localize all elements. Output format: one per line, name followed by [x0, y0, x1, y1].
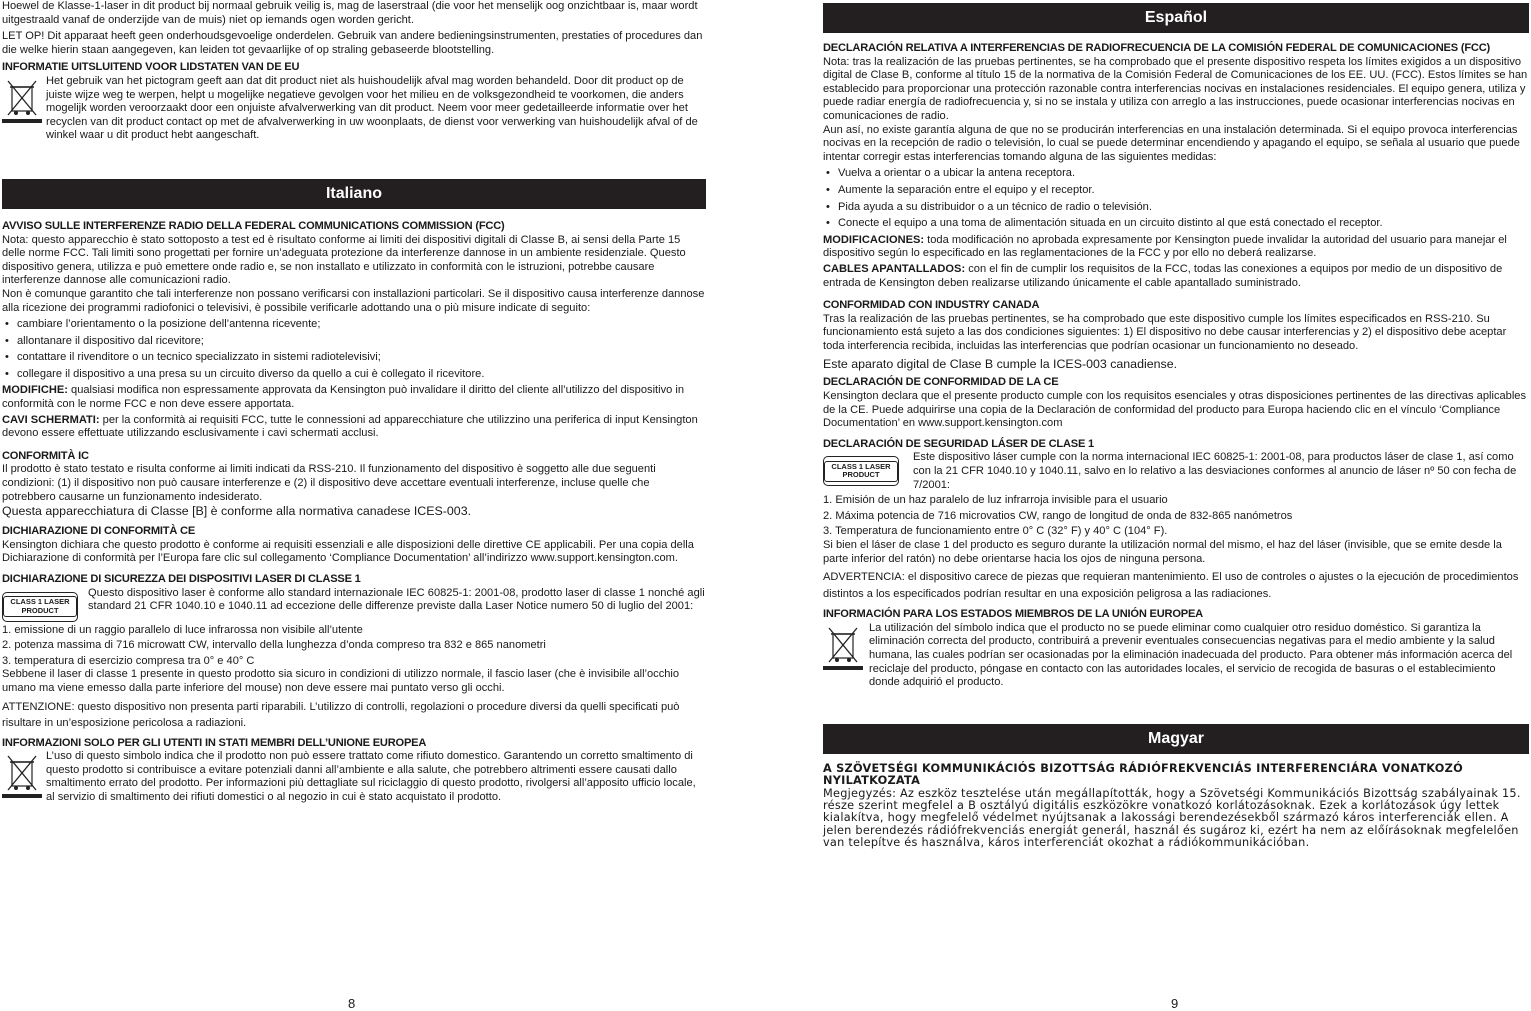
- ce-text: Kensington declara que el presente producto cumple con los requisitos esenciales y otras disposiciones pertinentes de las directivas aplicables de la CE. Puede adquirirse una copia de la Declaración de conformidad del producto para Europa haciendo clic en el vínculo ‘Compliance Documentation’ en www.support.kensington.com: [823, 390, 1527, 430]
- wheelie-bin-icon: [2, 750, 46, 805]
- cables-text: con el fin de cumplir los requisitos de la FCC, todas las conexiones a equipos por medio de un dispositivo de entrada de Kensington deben realizarse utilizando únicamente el cable apantallado suministrado.: [823, 262, 1503, 289]
- ic-text: Tras la realización de las pruebas pertinentes, se ha comprobado que este dispositivo cumple los límites especificados en RSS-210. Su funcionamiento está sujeto a las dos condiciones siguientes: 1) El dispositivo no debe causar interferencias y 2) el dispositivo debe aceptar toda interferencia recibida, incluidas las interferencias que podrían ocasionar un funcionamiento no deseado.: [823, 312, 1507, 352]
- modifications-paragraph: [2, 384, 706, 411]
- laser-warning: Sebbene il laser di classe 1 presente in questo prodotto sia sicuro in condizioni di utilizzo normale, il fascio laser (che è invisibile all’occhio umano ma viene emesso dalla parte inferiore del mouse) non deve essere mai puntato verso gli occhi.: [2, 668, 680, 694]
- section-title-espanol: Español: [823, 3, 1529, 33]
- eu-block: [823, 622, 1529, 690]
- list-item: • collegare il dispositivo a una presa su un circuito diverso da quello a cui è collegato il ricevitore.: [2, 368, 706, 382]
- wheelie-bin-icon: [2, 75, 46, 130]
- laser-text: Questo dispositivo laser è conforme allo standard internazionale IEC 60825-1: 2001-08, prodotto laser di classe 1 nonché agli standard 21 CFR 1040.10 e 1040.11 ad eccezione delle differenze previste dalla Laser Notice numero 50 di luglio del 2001:: [88, 586, 705, 613]
- laser-heading: DECLARACIÓN DE SEGURIDAD LÁSER DE CLASE 1: [823, 437, 1095, 450]
- list-item: • Pida ayuda a su distribuidor o a un técnico de radio o televisión.: [823, 201, 1529, 215]
- advertencia-paragraph: ADVERTENCIA: el dispositivo carece de piezas que requieran mantenimiento. El uso de controles o ajustes o la ejecución de procedimientos distintos a los especificados podrían resultar en una exposición peligrosa a las radiaciones.: [823, 571, 1519, 601]
- list-item: • allontanare il dispositivo dal ricevitore;: [2, 335, 706, 349]
- modifications-label: MODIFICACIONES:: [823, 233, 925, 246]
- laser-list-item: 2. Máxima potencia de 716 microvatios CW, rango de longitud de onda de 832-865 nanómetros: [823, 509, 1293, 522]
- right-page: [823, 0, 1529, 850]
- wheelie-bin-icon: [823, 622, 869, 677]
- ic-text: Il prodotto è stato testato e risulta conforme ai limiti indicati da RSS-210. Il funzionamento del dispositivo è soggetto alle due seguenti condizioni: (1) il dispositivo non può causare interferenze e (2) il dispositivo deve accettare eventuali interferenze, incluse quelle che potrebbero causarne un funzionamento indesiderato.: [2, 463, 656, 503]
- hu-fcc-heading: A SZÖVETSÉGI KOMMUNIKÁCIÓS BIZOTTSÁG RÁDIÓFREKVENCIÁS INTERFERENCIÁRA VONATKOZÓ NYILATKOZATA: [823, 761, 1463, 788]
- ic-heading: CONFORMITÀ IC: [2, 449, 89, 462]
- laser-list-item: 1. Emisión de un haz paralelo de luz infrarroja invisible para el usuario: [823, 494, 1168, 507]
- laser-list-item: 2. potenza massima di 716 microwatt CW, intervallo della lunghezza d’onda compreso tra 832 e 865 nanometri: [2, 639, 546, 652]
- left-page: [2, 0, 706, 805]
- eu-text: L’uso di questo simbolo indica che il prodotto non può essere trattato come rifiuto domestico. Garantendo un corretto smaltimento di questo prodotto si contribuisce a evitare potenziali danni all’ambiente e alla salute, che potrebbero altrimenti essere causati dallo smaltimento errato del prodotto. Per informazioni più dettagliate sul riciclaggio di questo prodotto, rivolgersi all’apposito ufficio locale, al servizio di smaltimento dei rifiuti domestici o al negozio in cui è stato acquistato il prodotto.: [46, 750, 696, 803]
- ices-statement: Questa apparecchiatura di Classe [B] è conforme alla normativa canadese ICES-003.: [2, 504, 472, 519]
- fcc-measures-list: [823, 167, 1529, 230]
- modifications-text: qualsiasi modifica non espressamente approvata da Kensington può invalidare il diritto del cliente all’utilizzo del dispositivo in conformità con le norme FCC e non deve essere apportata.: [2, 384, 685, 411]
- laser-class-label: [823, 451, 913, 486]
- fcc-note-2: Non è comunque garantito che tali interferenze non possano verificarsi con installazioni particolari. Se il dispositivo causa interferenze dannose alla ricezione dei programmi radiofonici o televisivi, è possibile verificarle adottando una o più misure indicate di seguito:: [2, 287, 705, 314]
- eu-heading: INFORMACIÓN PARA LOS ESTADOS MIEMBROS DE LA UNIÓN EUROPEA: [823, 608, 1203, 621]
- nl-eu-block: [2, 75, 706, 143]
- nl-eu-text: Het gebruik van het pictogram geeft aan dat dit product niet als huishoudelijk afval mag worden behandeld. Door dit product op de juiste wijze weg te werpen, helpt u mogelijke negatieve gevolgen voor het milieu en de volksgezondheid te voorkomen, die anders mogelijk worden veroorzaakt door een onjuiste afvalverwerking van dit product. Neem voor meer gedetailleerde informatie over het recyclen van dit product contact op met de afvalverwerking in uw woonplaats, de dienst voor verwerking van huishoudelijk afval of de winkel waar u dit product hebt aangeschaft.: [46, 74, 698, 142]
- section-title-italiano: Italiano: [2, 179, 706, 209]
- laser-text: Este dispositivo láser cumple con la norma internacional IEC 60825-1: 2001-08, para productos láser de clase 1, así como con la 21 CFR 1040.10 y 1040.11, salvo en lo relativo a las desviaciones conformes al anuncio de láser nº 50 con fecha de 7/2001:: [913, 451, 1517, 491]
- cables-label: CAVI SCHERMATI:: [2, 413, 100, 426]
- intro-paragraph: Hoewel de Klasse-1-laser in dit product bij normaal gebruik veilig is, mag de laserstraal (die voor het menselijk oog onzichtbaar is, maar wordt uitgestraald vanaf de onderzijde van de muis) niet op iemands ogen worden gericht.: [2, 0, 698, 26]
- hu-fcc-text: Megjegyzés: Az eszköz tesztelése után megállapították, hogy a Szövetségi Kommunikációs Bizottság szabályainak 15. része szerint megfelel a B osztályú digitális eszközökre vonatkozó korlátozásoknak. Ezek a korlátozások úgy lettek kialakítva, hogy megfelelő védelmet nyújtsanak a lakossági berendezésekből származó káros interferenciák ellen. A jelen berendezés rádiófrekvenciás energiát generál, használ és sugároz ki, ezért ha nem az előírásoknak megfelelően van telepítve és használva, káros interferenciát okozhat a rádiókommunikációban.: [823, 786, 1521, 850]
- ce-heading: DICHIARAZIONE DI CONFORMITÀ CE: [2, 525, 196, 538]
- list-item: • cambiare l’orientamento o la posizione dell’antenna ricevente;: [2, 318, 706, 332]
- section-title-magyar: Magyar: [823, 724, 1529, 754]
- ce-text: Kensington dichiara che questo prodotto è conforme ai requisiti essenziali e alle disposizioni delle direttive CE applicabili. Per una copia della Dichiarazione di conformità per l’Europa fare clic sul collegamento ‘Compliance Documentation’ all’indirizzo www.support.kensington.com.: [2, 538, 694, 565]
- list-item: • contattare il rivenditore o un tecnico specializzato in sistemi radiotelevisivi;: [2, 351, 706, 365]
- list-item: • Conecte el equipo a una toma de alimentación situada en un circuito distinto al que está conectado el receptor.: [823, 217, 1529, 231]
- modifications-text: toda modificación no aprobada expresamente por Kensington puede invalidar la autoridad del usuario para manejar el dispositivo según lo especificado en las reglamentaciones de la FCC y por ello no deberá realizarse.: [823, 233, 1507, 260]
- modifications-paragraph: [823, 234, 1529, 261]
- ce-heading: DECLARACIÓN DE CONFORMIDAD DE LA CE: [823, 376, 1059, 389]
- page-number: 9: [1171, 996, 1179, 1011]
- modifications-label: MODIFICHE:: [2, 384, 68, 397]
- cables-label: CABLES APANTALLADOS:: [823, 262, 966, 275]
- laser-warning: Si bien el láser de clase 1 del producto es seguro durante la utilización normal del mismo, el haz del láser (invisible, que se emite desde la parte inferior del ratón) no debe orientarse hacia los ojos de ninguna persona.: [823, 539, 1502, 565]
- fcc-note-2: Aun así, no existe garantía alguna de que no se producirán interferencias en una instalación determinada. Si el equipo provoca interferencias nocivas en la recepción de radio o televisión, lo cual se puede determinar encendiendo y apagando el equipo, se señala al usuario que puede intentar corregir estas interferencias tomando alguna de las siguientes medidas:: [823, 123, 1520, 163]
- laser-label-text: CLASS 1 LASER PRODUCT: [3, 596, 77, 617]
- cables-paragraph: [823, 263, 1529, 290]
- laser-block: [823, 451, 1529, 492]
- page-number: 8: [348, 996, 356, 1011]
- laser-label-text: CLASS 1 LASER PRODUCT: [824, 461, 898, 482]
- laser-list-item: 3. temperatura di esercizio compresa tra 0° e 40° C: [2, 654, 255, 667]
- fcc-heading: AVVISO SULLE INTERFERENZE RADIO DELLA FEDERAL COMMUNICATIONS COMMISSION (FCC): [2, 219, 505, 232]
- list-item: • Vuelva a orientar o a ubicar la antena receptora.: [823, 167, 1529, 181]
- laser-heading: DICHIARAZIONE DI SICUREZZA DEI DISPOSITIVI LASER DI CLASSE 1: [2, 573, 361, 585]
- attenzione-paragraph: ATTENZIONE: questo dispositivo non presenta parti riparabili. L’utilizzo di controlli, regolazioni o procedure diversi da quelli specificati può risultare in un’esposizione pericolosa a radiazioni.: [2, 700, 680, 729]
- laser-class-label: [2, 587, 88, 622]
- intro-paragraph: LET OP! Dit apparaat heeft geen onderhoudsgevoelige onderdelen. Gebruik van andere bedieningsinstrumenten, prestaties of procedures dan die welke hierin staan aangegeven, kan leiden tot gevaarlijke of op straling gebaseerde blootstelling.: [2, 30, 703, 56]
- laser-block: [2, 587, 706, 622]
- fcc-heading: DECLARACIÓN RELATIVA A INTERFERENCIAS DE RADIOFRECUENCIA DE LA COMISIÓN FEDERAL DE COMUNICACIONES (FCC): [823, 42, 1491, 54]
- ic-heading: CONFORMIDAD CON INDUSTRY CANADA: [823, 299, 1040, 312]
- eu-heading: INFORMAZIONI SOLO PER GLI UTENTI IN STATI MEMBRI DELL’UNIONE EUROPEA: [2, 736, 427, 749]
- cables-paragraph: [2, 414, 706, 441]
- fcc-note: Nota: questo apparecchio è stato sottoposto a test ed è risultato conforme ai limiti dei dispositivi digitali di Classe B, ai sensi della Parte 15 delle norme FCC. Tali limiti sono progettati per fornire un’adeguata protezione da interferenze dannose in un ambiente residenziale. Questo dispositivo genera, utilizza e può emettere onde radio e, se non installato e utilizzato in conformità con le istruzioni, potrebbe causare interferenze dannose alle comunicazioni radio.: [2, 233, 686, 287]
- cables-text: per la conformità ai requisiti FCC, tutte le connessioni ad apparecchiature che utilizzino una periferica di input Kensington devono essere effettuate utilizzando esclusivamente i cavi schermati acclusi.: [2, 413, 698, 440]
- eu-block: [2, 750, 706, 805]
- list-item: • Aumente la separación entre el equipo y el receptor.: [823, 184, 1529, 198]
- nl-eu-heading: INFORMATIE UITSLUITEND VOOR LIDSTATEN VAN DE EU: [2, 61, 300, 74]
- eu-text: La utilización del símbolo indica que el producto no se puede eliminar como cualquier otro residuo doméstico. Si garantiza la eliminación correcta del producto, contribuirá a prevenir eventuales consecuencias negativas para el medio ambiente y la salud humana, las cuales podrían ser ocasionadas por la eliminación inadecuada del producto. Para obtener más información acerca del reciclaje del producto, póngase en contacto con las autoridades locales, el servicio de recogida de basuras o el establecimiento donde adquirió el producto.: [869, 621, 1513, 689]
- fcc-note: Nota: tras la realización de las pruebas pertinentes, se ha comprobado que el presente dispositivo respeta los límites exigidos a un dispositivo digital de Clase B, conforme al título 15 de la normativa de la Comisión Federal de Comunicaciones de los EE. UU. (FCC). Estos límites se han establecido para proporcionar una protección razonable contra interferencias nocivas en instalaciones residenciales. El equipo genera, utiliza y puede radiar energía de radiofrecuencia y, si no se instala y utiliza con arreglo a las instrucciones, puede ocasionar interferencias nocivas en comunicaciones de radio.: [823, 55, 1528, 122]
- fcc-measures-list: [2, 318, 706, 381]
- ices-statement: Este aparato digital de Clase B cumple la ICES-003 canadiense.: [823, 357, 1178, 372]
- laser-list-item: 3. Temperatura de funcionamiento entre 0° C (32° F) y 40° C (104° F).: [823, 525, 1168, 538]
- laser-list-item: 1. emissione di un raggio parallelo di luce infrarossa non visibile all’utente: [2, 623, 363, 636]
